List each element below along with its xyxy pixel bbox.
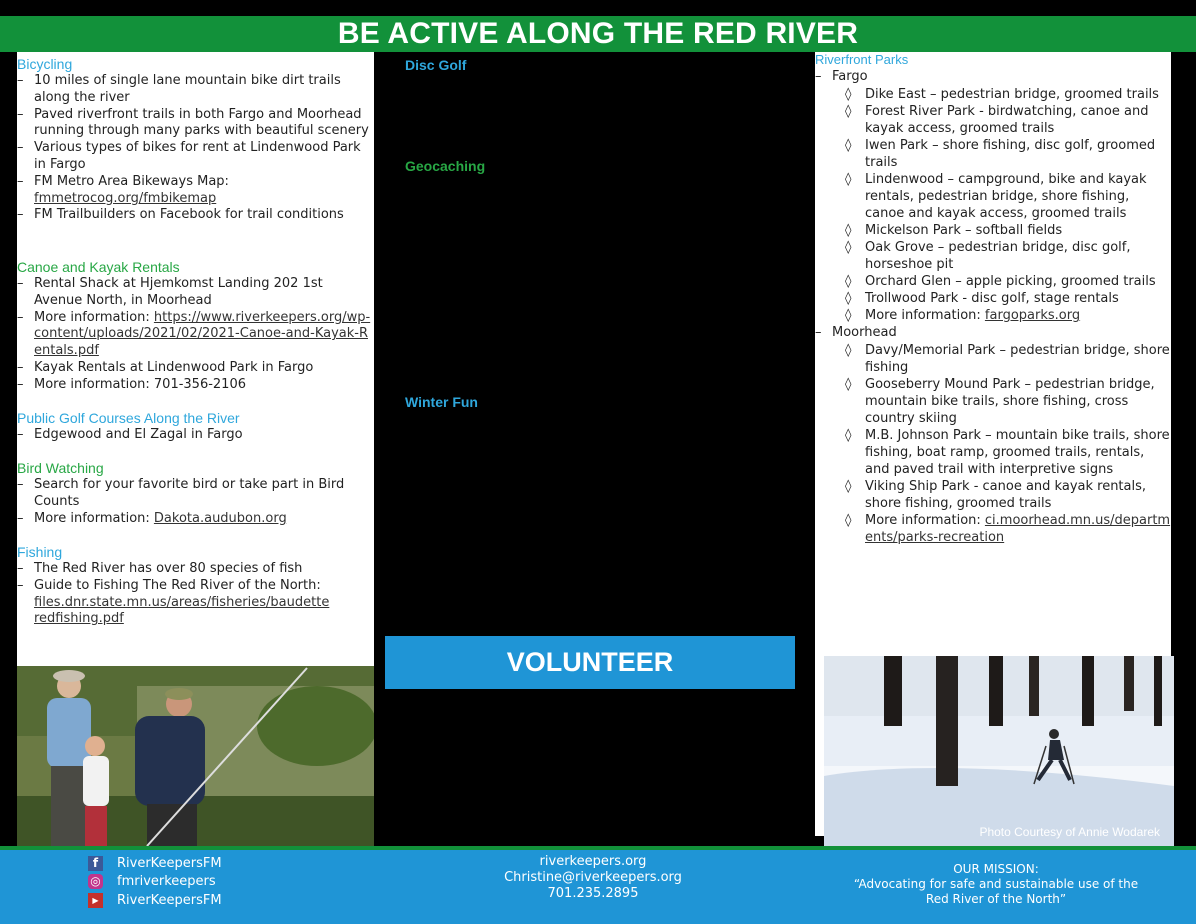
bicycling-section	[17, 56, 374, 224]
list-item	[17, 511, 374, 528]
website-text[interactable]: riverkeepers.org	[539, 854, 647, 869]
disc-golf-heading: Disc Golf	[405, 57, 467, 73]
moorhead-label: Moorhead	[832, 325, 897, 340]
list-item	[839, 512, 1171, 546]
fishing-guide-label: Guide to Fishing The Red River of the North:	[34, 577, 321, 593]
geocaching-heading: Geocaching	[405, 158, 486, 174]
social-youtube[interactable]	[88, 891, 222, 909]
list-item: ◊ Gooseberry Mound Park – pedestrian bridge, mountain bike trails, shore fishing, cross country skiing	[839, 376, 1171, 427]
canoe-more-label: More information:	[34, 309, 154, 325]
facebook-icon: f	[88, 856, 103, 871]
fishing-list	[17, 561, 374, 628]
volunteer-banner: VOLUNTEER	[385, 636, 795, 689]
fargoparks-link[interactable]: fargoparks.org	[984, 308, 1081, 323]
dash-glyph: –	[815, 325, 822, 340]
social-instagram[interactable]	[88, 872, 216, 890]
list-item: – Kayak Rentals at Lindenwood Park in Fargo	[17, 360, 374, 377]
moorhead-parks-link[interactable]: ci.moorhead.mn.us/departments/parks-recreation	[865, 513, 1171, 545]
canoe-heading: Canoe and Kayak Rentals	[17, 259, 180, 275]
instagram-handle: fmriverkeepers	[117, 873, 216, 889]
social-facebook[interactable]	[88, 854, 222, 872]
list-item	[17, 174, 374, 208]
audubon-link[interactable]: Dakota.audubon.org	[153, 510, 287, 526]
list-item: ◊ Mickelson Park – softball fields	[839, 222, 1171, 239]
contact-block	[480, 854, 706, 902]
bicycling-list	[17, 73, 374, 224]
dash-glyph: –	[815, 69, 822, 84]
list-item: – FM Trailbuilders on Facebook for trail conditions	[17, 207, 374, 224]
list-item	[17, 578, 374, 628]
list-item: ◊ Trollwood Park - disc golf, stage rentals	[839, 290, 1171, 307]
bikeways-map-label: FM Metro Area Bikeways Map:	[34, 173, 229, 189]
canoe-rentals-link[interactable]: https://www.riverkeepers.org/wp-content/uploads/2021/02/2021-Canoe-and-Kayak-Rentals.pdf	[34, 309, 371, 359]
facebook-handle: RiverKeepersFM	[117, 855, 222, 871]
moorhead-group	[815, 324, 1171, 341]
golf-list	[17, 427, 374, 444]
moorhead-more-label: More information:	[865, 513, 985, 528]
instagram-icon: ◎	[88, 874, 103, 889]
page-banner-title: BE ACTIVE ALONG THE RED RIVER	[0, 16, 1196, 52]
photo-credit: Photo Courtesy of Annie Wodarek	[979, 825, 1160, 839]
list-item: – Edgewood and El Zagal in Fargo	[17, 427, 374, 444]
bicycling-heading: Bicycling	[17, 56, 73, 72]
winter-fun-heading: Winter Fun	[405, 394, 478, 410]
riverfront-parks-heading: Riverfront Parks	[815, 52, 909, 67]
fishing-section	[17, 544, 374, 628]
left-panel	[17, 52, 374, 666]
list-item: ◊ Orchard Glen – apple picking, groomed trails	[839, 273, 1171, 290]
list-item: ◊ M.B. Johnson Park – mountain bike trails, shore fishing, boat ramp, groomed trails, rentals, and paved trail with interpretive signs	[839, 427, 1171, 478]
footer	[0, 850, 1196, 924]
list-item: – Search for your favorite bird or take part in Bird Counts	[17, 477, 374, 511]
list-item: ◊ Iwen Park – shore fishing, disc golf, groomed trails	[839, 137, 1171, 171]
email-text[interactable]: Christine@riverkeepers.org	[504, 870, 682, 885]
youtube-handle: RiverKeepersFM	[117, 892, 222, 908]
list-item: – Paved riverfront trails in both Fargo and Moorhead running through many parks with beautiful scenery	[17, 107, 374, 141]
bikeways-map-link[interactable]: fmmetrocog.org/fmbikemap	[34, 190, 217, 206]
canoe-list	[17, 276, 374, 394]
golf-section	[17, 410, 374, 444]
youtube-icon: ▶	[88, 893, 103, 908]
skiing-photo	[824, 656, 1174, 846]
mission-heading: OUR MISSION:	[953, 862, 1039, 876]
list-item: – Various types of bikes for rent at Lindenwood Park in Fargo	[17, 140, 374, 174]
fargo-more-label: More information:	[865, 308, 985, 323]
fargo-group	[815, 68, 1171, 85]
list-item: – 10 miles of single lane mountain bike dirt trails along the river	[17, 73, 374, 107]
phone-text: 701.235.2895	[547, 886, 639, 901]
mission-block	[846, 862, 1146, 907]
list-item: – More information: 701-356-2106	[17, 377, 374, 394]
list-item: ◊ Forest River Park - birdwatching, canoe and kayak access, groomed trails	[839, 103, 1171, 137]
fishing-heading: Fishing	[17, 544, 63, 560]
list-item: – Rental Shack at Hjemkomst Landing 202 1st Avenue North, in Moorhead	[17, 276, 374, 310]
mission-text: “Advocating for safe and sustainable use of the Red River of the North”	[853, 877, 1139, 906]
list-item: ◊ Viking Ship Park - canoe and kayak rentals, shore fishing, groomed trails	[839, 478, 1171, 512]
list-item: – The Red River has over 80 species of fish	[17, 561, 374, 578]
canoe-section	[17, 259, 374, 394]
bird-section	[17, 460, 374, 527]
bird-more-label: More information:	[34, 510, 154, 526]
fargo-label: Fargo	[832, 69, 868, 84]
list-item: ◊ Lindenwood – campground, bike and kayak rentals, pedestrian bridge, shore fishing, canoe and kayak access, groomed trails	[839, 171, 1171, 222]
list-item	[17, 310, 374, 360]
fishing-guide-link[interactable]: files.dnr.state.mn.us/areas/fisheries/baudette redfishing.pdf	[34, 594, 330, 627]
bird-heading: Bird Watching	[17, 460, 104, 476]
list-item: ◊ Dike East – pedestrian bridge, groomed trails	[839, 86, 1171, 103]
moorhead-parks-list	[839, 342, 1171, 546]
fishing-photo	[17, 666, 374, 846]
fargo-parks-list	[839, 86, 1171, 324]
list-item	[839, 307, 1171, 324]
golf-heading: Public Golf Courses Along the River	[17, 410, 240, 426]
list-item: ◊ Davy/Memorial Park – pedestrian bridge, shore fishing	[839, 342, 1171, 376]
bird-list	[17, 477, 374, 527]
list-item: ◊ Oak Grove – pedestrian bridge, disc golf, horseshoe pit	[839, 239, 1171, 273]
